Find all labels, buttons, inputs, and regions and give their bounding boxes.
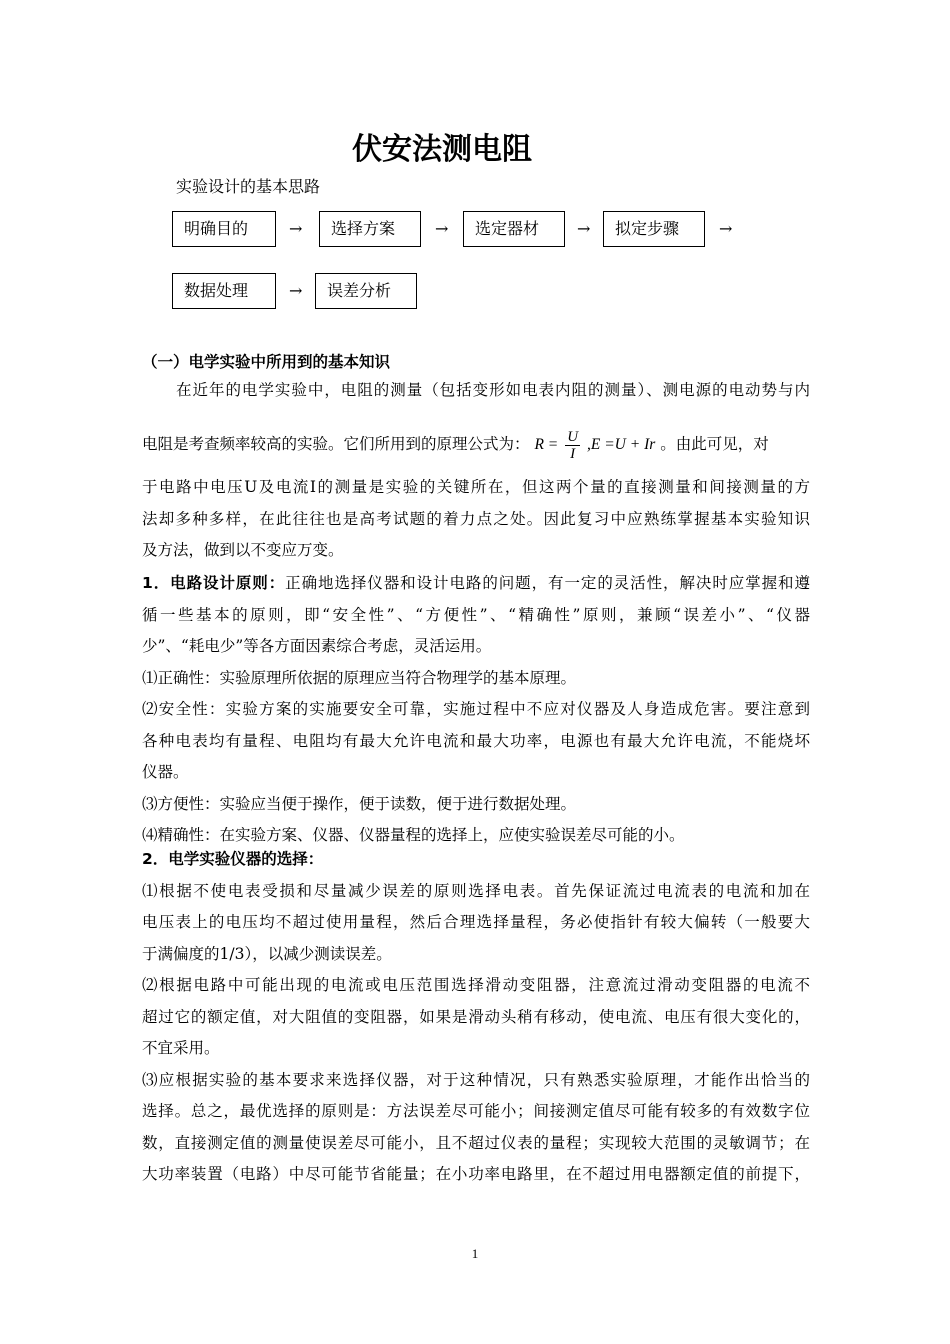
text-line: 在近年的电学实验中，电阻的测量（包括变形如电表内阻的测量）、测电源的电动势与内 [176, 381, 810, 399]
list-item: ⑴根据不使电表受损和尽量减少误差的原则选择电表。首先保证流过电流表的电流和加在 [142, 881, 810, 900]
page-number: 1 [471, 1246, 479, 1261]
text-line: 大功率装置（电路）中尽可能节省能量；在小功率电路里，在不超过用电器额定值的前提下， [142, 1165, 810, 1183]
text-line: 选择。总之，最优选择的原则是：方法误差尽可能小；间接测定值尽可能有较多的有效数字位 [142, 1102, 810, 1120]
list-item: ⑵根据电路中可能出现的电流或电压范围选择滑动变阻器，注意流过滑动变阻器的电流不 [142, 976, 810, 994]
text-line: 仪器。 [142, 763, 189, 781]
principles-heading: 1．电路设计原则： [142, 574, 286, 592]
text-line: 各种电表均有量程、电阻均有最大允许电流和最大功率，电源也有最大允许电流，不能烧坏 [142, 731, 810, 750]
flow-step-4: 拟定步骤 [603, 211, 705, 247]
formula-e: ,E =U + Ir [586, 436, 656, 453]
intro-paragraph [142, 375, 810, 407]
subtitle: 实验设计的基本思路 [176, 177, 321, 196]
text-line: 电压表上的电压均不超过使用量程，然后合理选择量程，务必使指针有较大偏转（一般要大 [142, 913, 810, 931]
flow-arrow-icon: → [577, 219, 591, 238]
text-line: 少”、“耗电少”等各方面因素综合考虑，灵活运用。 [142, 637, 492, 655]
flow-step-3: 选定器材 [463, 211, 565, 247]
list-item: ⑷精确性：在实验方案、仪器、仪器量程的选择上，应使实验误差尽可能的小。 [142, 826, 685, 844]
flow-step-6: 误差分析 [315, 273, 417, 309]
text-line: 于电路中电压U及电流I的测量是实验的关键所在，但这两个量的直接测量和间接测量的方 [142, 478, 810, 496]
formula-fraction [565, 429, 580, 462]
intro-paragraph-continued [142, 472, 810, 567]
flow-arrow-icon: → [719, 219, 733, 238]
section-heading: （一）电学实验中所用到的基本知识 [142, 353, 391, 371]
text-line: 循一些基本的原则，即“安全性”、“方便性”、“精确性”原则，兼顾“误差小”、“仪器 [142, 605, 810, 624]
text-segment: 电阻是考查频率较高的实验。它们所用到的原理公式为： [142, 435, 530, 453]
text-segment: 。由此可见，对 [660, 435, 769, 453]
list-item: ⑵安全性：实验方案的实施要安全可靠，实施过程中不应对仪器及人身造成危害。要注意到 [142, 700, 810, 718]
instruments-heading: 2．电学实验仪器的选择： [142, 850, 324, 868]
fraction-denominator: I [570, 445, 576, 462]
text-line: 数，直接测定值的测量使误差尽可能小，且不超过仪表的量程；实现较大范围的灵敏调节；在 [142, 1133, 810, 1152]
instruments-section [142, 844, 810, 1191]
formula-r: R = [534, 436, 559, 453]
text-line: 于满偏度的1/3），以减少测读误差。 [142, 944, 392, 963]
list-item: ⑶应根据实验的基本要求来选择仪器，对于这种情况，只有熟悉实验原理，才能作出恰当的 [142, 1070, 810, 1089]
list-item: ⑶方便性：实验应当便于操作，便于读数，便于进行数据处理。 [142, 794, 577, 813]
list-item: ⑴正确性：实验原理所依据的原理应当符合物理学的基本原理。 [142, 668, 577, 687]
formula-line [142, 424, 810, 464]
flow-arrow-icon: → [289, 219, 303, 238]
page-title: 伏安法测电阻 [352, 132, 532, 167]
text-line: 法却多种多样，在此往往也是高考试题的着力点之处。因此复习中应熟练掌握基本实验知识 [142, 509, 810, 528]
text-line: 及方法，做到以不变应万变。 [142, 541, 344, 559]
fraction-numerator: U [567, 428, 579, 445]
flow-step-5: 数据处理 [172, 273, 276, 309]
flow-arrow-icon: → [435, 219, 449, 238]
principles-section [142, 568, 810, 852]
flow-arrow-icon: → [289, 281, 303, 300]
text-segment: 正确地选择仪器和设计电路的问题，有一定的灵活性，解决时应掌握和遵 [285, 574, 810, 592]
text-line: 超过它的额定值，对大阻值的变阻器，如果是滑动头稍有移动，使电流、电压有很大变化的， [142, 1007, 810, 1026]
flow-step-1: 明确目的 [172, 211, 276, 247]
text-line: 不宜采用。 [142, 1039, 220, 1057]
flow-step-2: 选择方案 [319, 211, 421, 247]
